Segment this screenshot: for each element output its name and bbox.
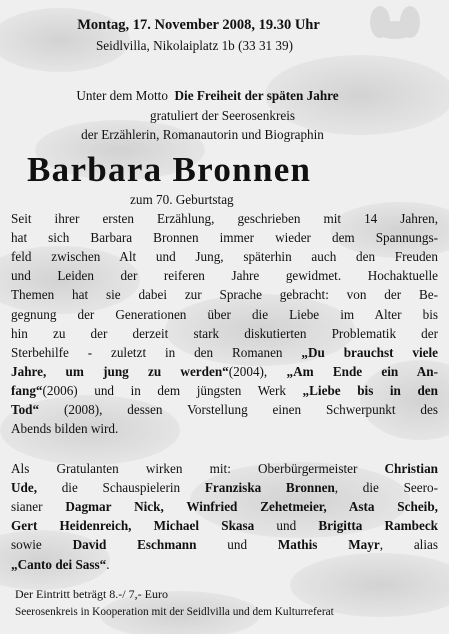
text: und xyxy=(196,537,278,553)
bold-text: Brigitta Rambeck xyxy=(318,518,439,534)
body-line xyxy=(11,480,438,496)
text: (2004), xyxy=(228,363,287,379)
text: hin zu der derzeit stark diskutierten Problematik der xyxy=(11,325,438,341)
birthday-line: zum 70. Geburtstag xyxy=(130,192,234,207)
bold-text: Jahre, um jung zu werden“ xyxy=(11,363,229,379)
role-line: der Erzählerin, Romanautorin und Biographin xyxy=(81,127,324,142)
text: hat sich Barbara Bronnen immer wieder dem Spannungs- xyxy=(11,230,438,246)
event-venue: Seidlvilla, Nikolaiplatz 1b (33 31 39) xyxy=(95,38,294,53)
text: Sterbehilfe - zuletzt in den Romanen xyxy=(11,344,302,360)
text: Als Gratulanten wirken mit: Oberbürgermeister xyxy=(11,461,385,476)
text: , die Seero- xyxy=(334,480,438,496)
text: . xyxy=(106,556,110,572)
body-line xyxy=(11,326,438,342)
congrats-line: gratuliert der Seerosenkreis xyxy=(149,108,295,123)
bold-text: „Canto dei Sass“ xyxy=(11,556,107,572)
bold-text: Christian xyxy=(384,461,438,476)
bold-text: Dagmar Nick, Winfried Zehetmeier, Asta Scheib, xyxy=(65,499,438,515)
admission-line: Der Eintritt beträgt 8.-/ 7,- Euro xyxy=(15,587,168,601)
text: und xyxy=(254,518,319,534)
text: (2006) und in dem jüngsten Werk xyxy=(42,382,303,398)
body-line xyxy=(11,383,438,399)
event-date: Montag, 17. November 2008, 19.30 Uhr xyxy=(77,17,320,33)
motto-title: Die Freiheit der späten Jahre xyxy=(174,88,339,103)
text: (2008), dessen Vorstellung einen Schwerpunkt des xyxy=(39,402,438,417)
body-line xyxy=(11,345,438,361)
bold-text: „Am Ende ein An- xyxy=(286,363,438,379)
body-line xyxy=(11,211,438,227)
text: Themen hat sie dabei zur Sprache gebracht: von der Be- xyxy=(11,287,438,303)
bold-text: „Liebe bis in den xyxy=(302,382,438,398)
text: Seit ihrer ersten Erzählung, geschrieben mit 14 Jahren, xyxy=(11,211,438,226)
text: feld zwischen Alt und Jung, späterhin auch den Freuden xyxy=(11,249,438,265)
bold-text: Franziska Bronnen xyxy=(204,480,335,496)
text: sianer xyxy=(11,499,66,515)
body-line xyxy=(11,461,438,477)
body-line xyxy=(11,364,438,380)
body-line xyxy=(11,499,438,515)
bold-text: David Eschmann xyxy=(72,537,197,553)
bold-text: „Du brauchst viele xyxy=(301,344,439,360)
text: Abends bilden wird. xyxy=(11,421,119,437)
body-line xyxy=(11,268,438,284)
body-line xyxy=(11,421,118,437)
bold-text: Ude, xyxy=(11,480,38,496)
body-line xyxy=(11,402,438,418)
bold-text: fang“ xyxy=(11,382,43,398)
body-line xyxy=(11,537,438,553)
text: die Schauspielerin xyxy=(37,480,205,496)
body-line xyxy=(11,249,438,265)
honoree-name: Barbara Bronnen xyxy=(27,150,312,189)
body-line xyxy=(11,230,438,246)
motto-line xyxy=(0,88,432,104)
body-line xyxy=(11,287,438,303)
text: , alias xyxy=(379,537,438,553)
bold-text: Mathis Mayr xyxy=(277,537,380,553)
body-line xyxy=(11,557,110,573)
text: sowie xyxy=(11,537,73,553)
body-line xyxy=(11,307,438,323)
cooperation-line: Seerosenkreis in Kooperation mit der Seidlvilla und dem Kulturreferat xyxy=(15,606,334,618)
text: und Leiden der reiferen Jahre gewidmet. Hochaktuelle xyxy=(11,268,438,284)
text: gegnung der Generationen über die Liebe im Alter bis xyxy=(11,306,438,322)
body-line xyxy=(11,518,438,534)
bold-text: Tod“ xyxy=(11,402,40,417)
bold-text: Gert Heidenreich, Michael Skasa xyxy=(11,518,255,534)
motto-prefix: Unter dem Motto xyxy=(76,88,168,103)
